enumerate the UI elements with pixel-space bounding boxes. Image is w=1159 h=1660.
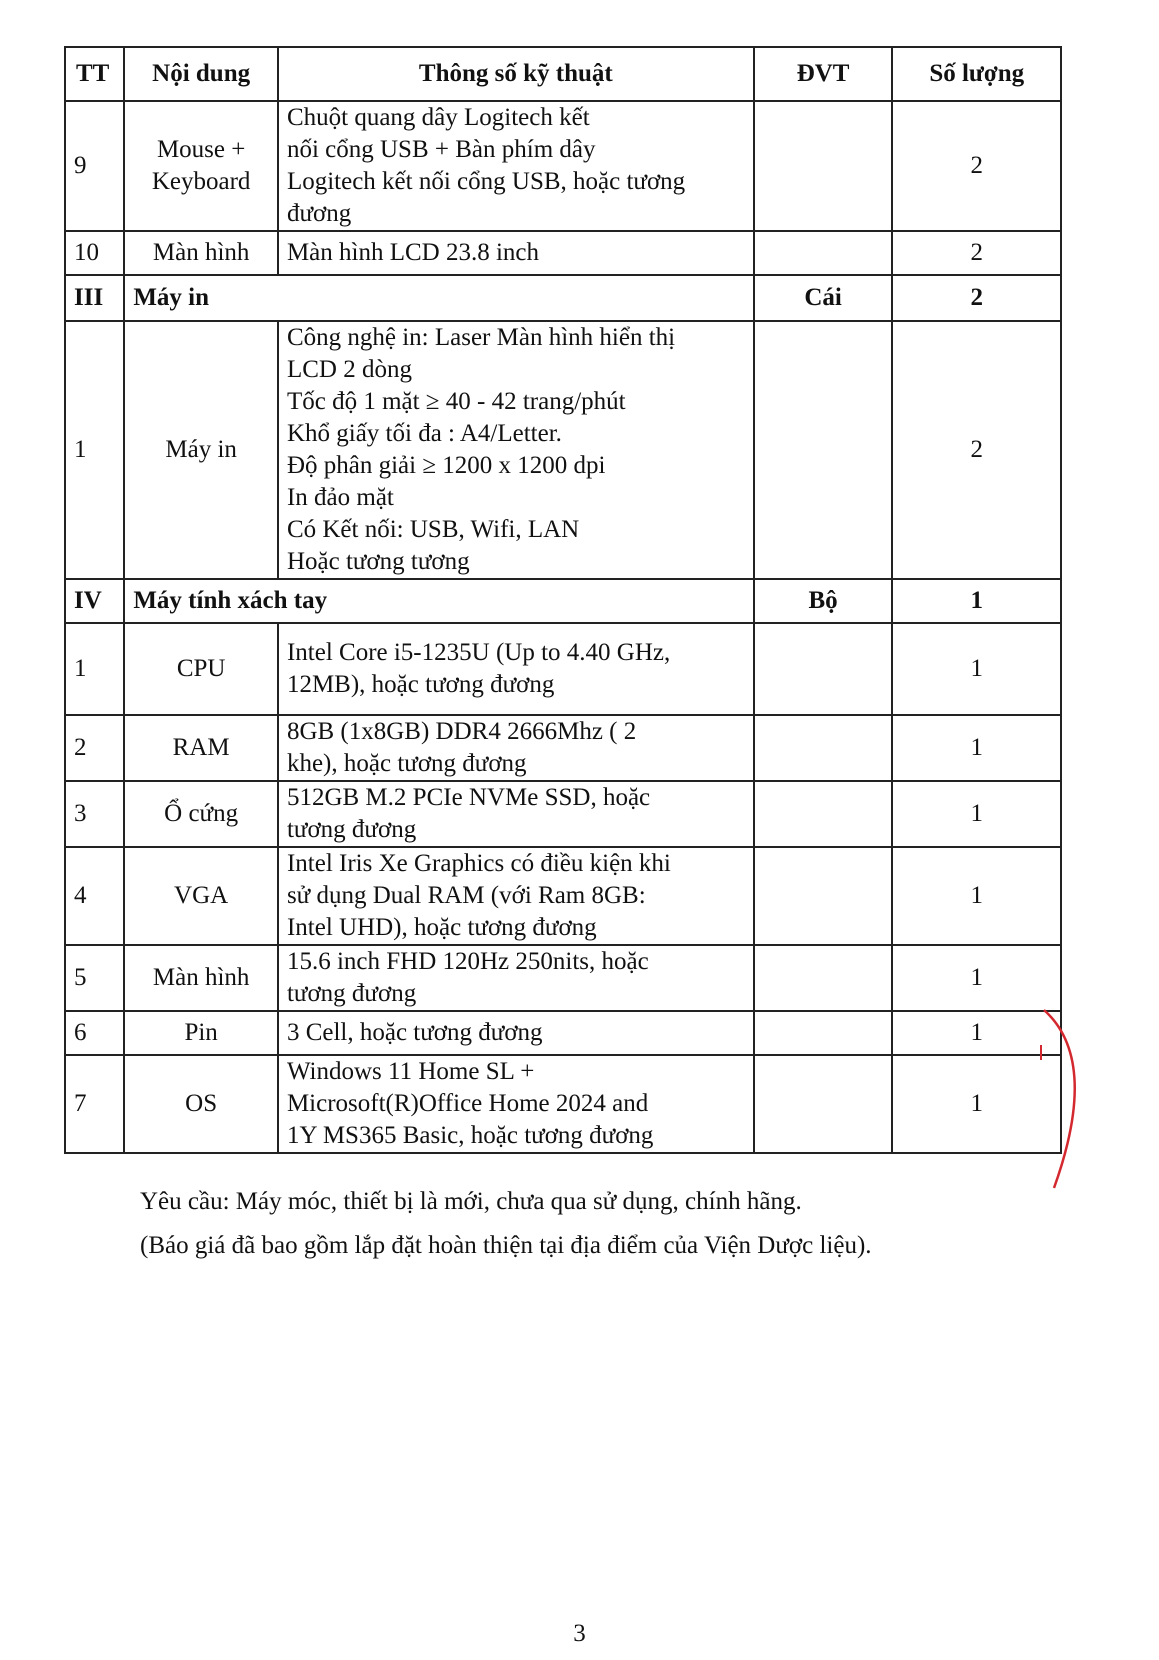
row-content [124, 231, 278, 275]
row-unit [754, 945, 893, 1011]
spec-line: Logitech kết nối cổng USB, hoặc tương [286, 168, 686, 195]
spec-line: đương [286, 200, 352, 227]
row-unit [754, 101, 893, 231]
spec-line: 15.6 inch FHD 120Hz 250nits, hoặc [286, 948, 649, 975]
row-unit [754, 623, 893, 715]
row-content [124, 945, 278, 1011]
row-unit [754, 1055, 893, 1153]
header-qty: Số lượng [892, 47, 1061, 101]
row-qty: 1 [892, 1011, 1061, 1055]
spec-line: tương đương [286, 980, 417, 1007]
content-line: Pin [184, 1019, 218, 1046]
spec-line: Intel Iris Xe Graphics có điều kiện khi [286, 850, 671, 877]
header-spec: Thông số kỹ thuật [278, 47, 754, 101]
row-qty: 1 [892, 945, 1061, 1011]
spec-line: 8GB (1x8GB) DDR4 2666Mhz ( 2 [286, 718, 637, 745]
spec-line: 512GB M.2 PCIe NVMe SSD, hoặc [286, 784, 651, 811]
row-qty: 1 [892, 1055, 1061, 1153]
row-spec [278, 781, 754, 847]
notes [140, 1180, 872, 1268]
spec-line: 12MB), hoặc tương đương [286, 671, 555, 698]
row-spec [278, 101, 754, 231]
row-spec [278, 623, 754, 715]
spec-line: Intel UHD), hoặc tương đương [286, 914, 597, 941]
spec-line: Màn hình LCD 23.8 inch [286, 239, 540, 266]
spec-line: 1Y MS365 Basic, hoặc tương đương [286, 1122, 654, 1149]
table-row [65, 231, 1061, 275]
section-row [65, 579, 1061, 623]
table-row [65, 321, 1061, 579]
row-unit [754, 231, 893, 275]
spec-line: Độ phân giải ≥ 1200 x 1200 dpi [286, 452, 606, 479]
row-spec [278, 321, 754, 579]
row-tt: 7 [65, 1055, 124, 1153]
row-qty: 2 [892, 275, 1061, 321]
table-row [65, 101, 1061, 231]
row-spec [278, 847, 754, 945]
row-tt: 3 [65, 781, 124, 847]
table-row [65, 1011, 1061, 1055]
row-unit [754, 781, 893, 847]
spec-line: Có Kết nối: USB, Wifi, LAN [286, 516, 580, 543]
content-line: Mouse + [156, 136, 246, 163]
content-line: Màn hình [152, 964, 250, 991]
row-qty: 1 [892, 847, 1061, 945]
header-tt: TT [65, 47, 124, 101]
row-qty: 1 [892, 579, 1061, 623]
spec-line: Chuột quang dây Logitech kết [286, 104, 590, 131]
spec-line: Microsoft(R)Office Home 2024 and [286, 1090, 649, 1117]
row-qty: 1 [892, 623, 1061, 715]
row-tt: 1 [65, 623, 124, 715]
row-unit [754, 321, 893, 579]
row-unit: Bộ [754, 579, 893, 623]
row-content [124, 321, 278, 579]
content-line: OS [185, 1090, 218, 1117]
row-unit [754, 1011, 893, 1055]
specification-table [64, 46, 1062, 1154]
header-row [65, 47, 1061, 101]
row-content [124, 1055, 278, 1153]
row-qty: 2 [892, 321, 1061, 579]
row-tt: IV [65, 579, 124, 623]
spec-line: Windows 11 Home SL + [286, 1058, 535, 1085]
spec-line: Hoặc tương tương [286, 548, 470, 575]
spec-line: tương đương [286, 816, 417, 843]
content-line: CPU [176, 655, 226, 682]
content-line: VGA [174, 882, 229, 909]
row-content [124, 847, 278, 945]
row-content [124, 715, 278, 781]
spec-line: nối cổng USB + Bàn phím dây [286, 136, 596, 163]
row-content [124, 781, 278, 847]
header-content: Nội dung [124, 47, 278, 101]
spec-line: In đảo mặt [286, 484, 394, 511]
row-tt: 10 [65, 231, 124, 275]
row-content [124, 623, 278, 715]
row-qty: 2 [892, 101, 1061, 231]
content-line: Màn hình [152, 239, 250, 266]
row-tt: 2 [65, 715, 124, 781]
row-spec [278, 1055, 754, 1153]
row-qty: 1 [892, 781, 1061, 847]
page-number: 3 [573, 1620, 586, 1647]
header-unit: ĐVT [754, 47, 893, 101]
row-tt: 9 [65, 101, 124, 231]
installation-note: (Báo giá đã bao gồm lắp đặt hoàn thiện tại địa điểm của Viện Dược liệu). [140, 1232, 872, 1259]
section-row [65, 275, 1061, 321]
content-line: Keyboard [151, 168, 251, 195]
row-spec [278, 945, 754, 1011]
row-content [124, 101, 278, 231]
spec-line: khe), hoặc tương đương [286, 750, 527, 777]
row-content [124, 1011, 278, 1055]
row-qty: 1 [892, 715, 1061, 781]
content-line: Ổ cứng [164, 800, 239, 827]
stamp-fragment [1040, 1000, 1120, 1200]
spec-line: LCD 2 dòng [286, 356, 412, 383]
row-unit [754, 715, 893, 781]
table-row [65, 623, 1061, 715]
spec-line: Công nghệ in: Laser Màn hình hiển thị [286, 324, 676, 351]
content-line: Máy in [165, 436, 237, 463]
table-row [65, 847, 1061, 945]
content-line: RAM [172, 734, 230, 761]
row-tt: 1 [65, 321, 124, 579]
spec-line: 3 Cell, hoặc tương đương [286, 1019, 543, 1046]
spec-line: Intel Core i5-1235U (Up to 4.40 GHz, [286, 639, 671, 666]
row-tt: 5 [65, 945, 124, 1011]
row-qty: 2 [892, 231, 1061, 275]
row-tt: III [65, 275, 124, 321]
row-spec [278, 715, 754, 781]
spec-line: sử dụng Dual RAM (với Ram 8GB: [286, 882, 646, 909]
row-unit [754, 847, 893, 945]
section-title: Máy tính xách tay [124, 579, 753, 623]
table-row [65, 715, 1061, 781]
row-tt: 4 [65, 847, 124, 945]
row-tt: 6 [65, 1011, 124, 1055]
table-row [65, 1055, 1061, 1153]
spec-line: Tốc độ 1 mặt ≥ 40 - 42 trang/phút [286, 388, 626, 415]
row-spec [278, 1011, 754, 1055]
table-row [65, 781, 1061, 847]
requirement-note: Yêu cầu: Máy móc, thiết bị là mới, chưa qua sử dụng, chính hãng. [140, 1188, 802, 1215]
table-row [65, 945, 1061, 1011]
spec-line: Khổ giấy tối đa : A4/Letter. [286, 420, 562, 447]
section-title: Máy in [124, 275, 753, 321]
row-unit: Cái [754, 275, 893, 321]
row-spec [278, 231, 754, 275]
